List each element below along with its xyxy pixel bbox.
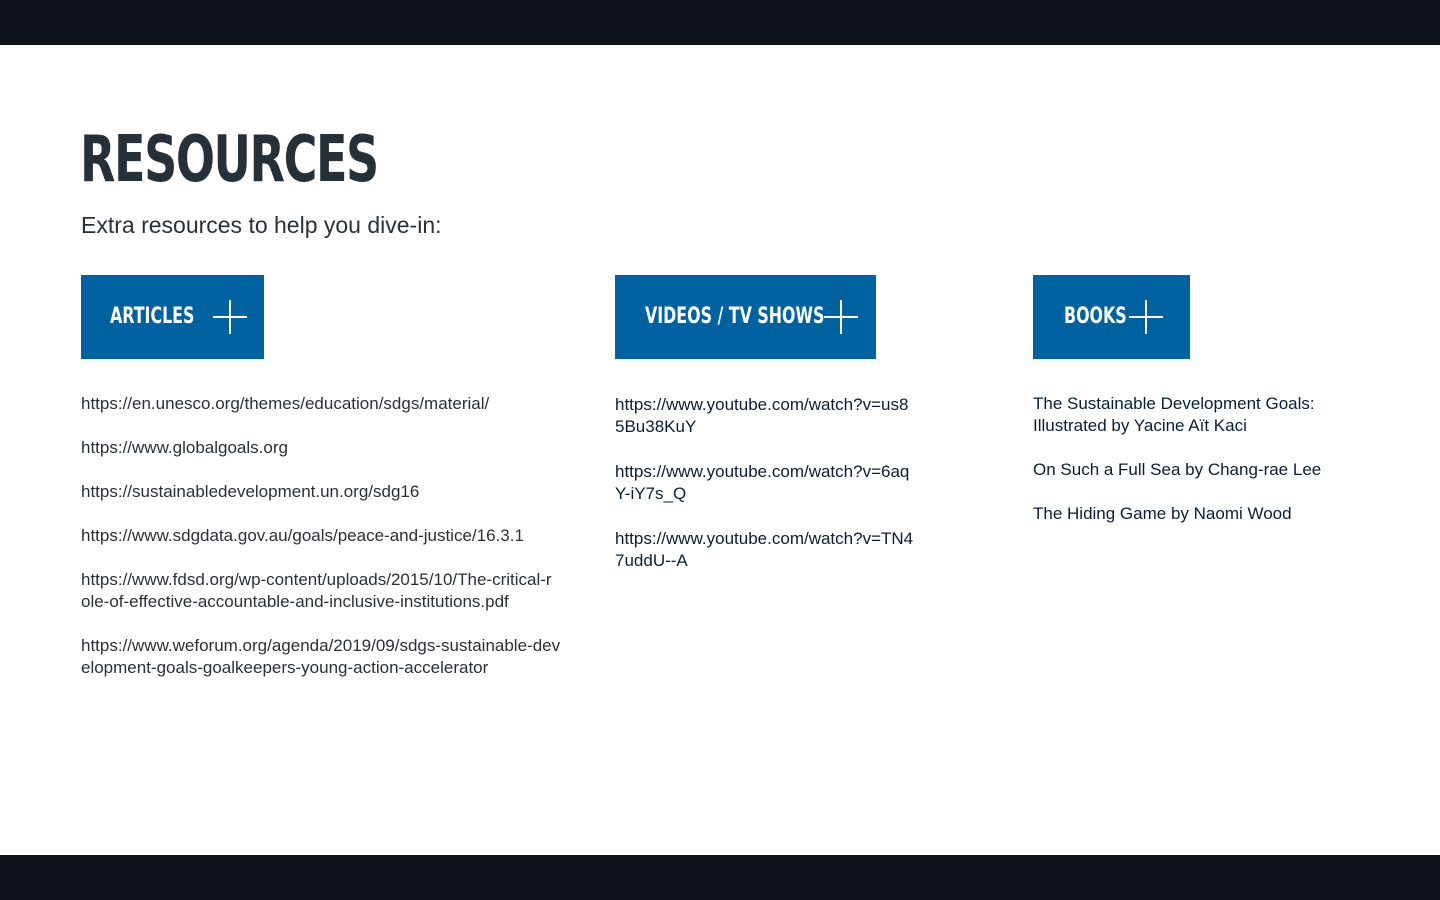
articles-list: [81, 393, 561, 701]
article-link[interactable]: https://sustainabledevelopment.un.org/sdg16: [81, 482, 420, 501]
article-link[interactable]: https://www.sdgdata.gov.au/goals/peace-and-justice/16.3.1: [81, 526, 524, 545]
video-link[interactable]: https://www.youtube.com/watch?v=us85Bu38KuY: [615, 395, 909, 436]
article-link[interactable]: https://www.fdsd.org/wp-content/uploads/2015/10/The-critical-role-of-effective-accountable-and-inclusive-institutions.pdf: [81, 570, 552, 611]
book-item[interactable]: The Hiding Game by Naomi Wood: [1033, 504, 1292, 523]
books-toggle-button[interactable]: [1033, 275, 1190, 359]
book-item[interactable]: The Sustainable Development Goals: Illustrated by Yacine Aït Kaci: [1033, 394, 1315, 435]
videos-label: VIDEOS / TV SHOWS: [645, 304, 825, 329]
book-item[interactable]: On Such a Full Sea by Chang-rae Lee: [1033, 460, 1322, 479]
plus-icon: [1129, 300, 1163, 334]
article-link[interactable]: https://www.weforum.org/agenda/2019/09/sdgs-sustainable-development-goals-goalkeepers-young-action-accelerator: [81, 636, 561, 677]
article-link[interactable]: https://www.globalgoals.org: [81, 438, 288, 457]
video-link[interactable]: https://www.youtube.com/watch?v=TN47uddU--A: [615, 529, 914, 570]
article-link[interactable]: https://en.unesco.org/themes/education/sdgs/material/: [81, 394, 490, 413]
page-subtitle: Extra resources to help you dive-in:: [81, 212, 442, 238]
videos-list: [615, 394, 915, 595]
page-title: RESOURCES: [80, 123, 378, 197]
video-link[interactable]: https://www.youtube.com/watch?v=6aqY-iY7s_Q: [615, 462, 910, 503]
books-list: [1033, 393, 1363, 547]
articles-toggle-button[interactable]: [81, 275, 264, 359]
plus-icon: [213, 300, 247, 334]
videos-toggle-button[interactable]: [615, 275, 876, 359]
bottom-bar: [0, 855, 1440, 900]
books-label: BOOKS: [1064, 304, 1127, 329]
articles-label: ARTICLES: [110, 304, 195, 329]
plus-icon: [824, 300, 858, 334]
top-bar: [0, 0, 1440, 45]
